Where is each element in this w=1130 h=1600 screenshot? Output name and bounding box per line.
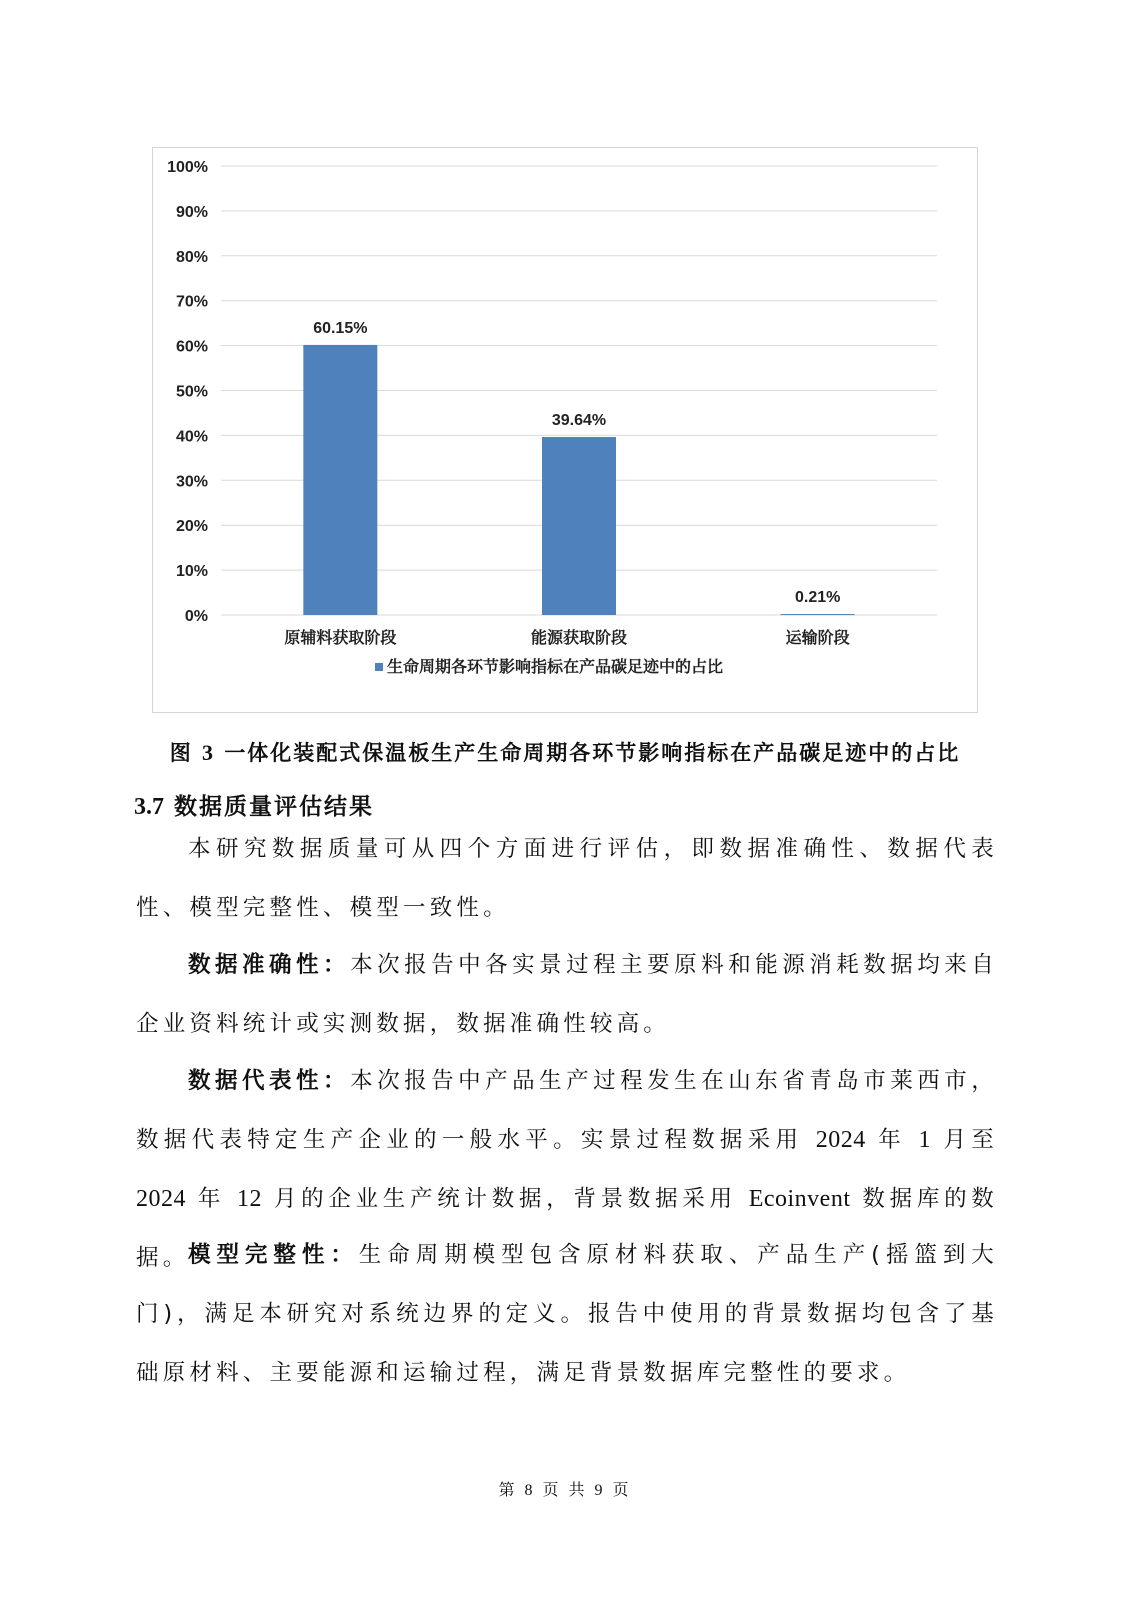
category-label: 原辅料获取阶段: [284, 628, 397, 647]
legend-label: 生命周期各环节影响指标在产品碳足迹中的占比: [387, 657, 724, 676]
category-label: 运输阶段: [785, 628, 850, 647]
end-month: 12: [237, 1186, 262, 1212]
caption-text: 一体化装配式保温板生产生命周期各环节影响指标在产品碳足迹中的占比: [224, 741, 961, 765]
completeness-label: 模型完整性：: [188, 1242, 359, 1268]
accuracy-text: 本次报告中各实景过程主要原料和能源消耗数据均来自企业资料统计或实测数据，数据准确性较高。: [136, 952, 998, 1037]
representativeness-text-d: 年: [186, 1186, 237, 1212]
data-label: 60.15%: [313, 319, 368, 337]
caption-prefix: 图: [169, 741, 193, 765]
chart-svg: [153, 148, 979, 714]
paragraph-accuracy: [136, 936, 998, 1054]
page-number: 第 8 页 共 9 页: [498, 1482, 632, 1499]
page-footer: [0, 1477, 1130, 1500]
y-tick-label: 90%: [175, 203, 208, 221]
representativeness-text-e: 月的企业生产统计数据，背景数据采用: [262, 1186, 749, 1212]
y-tick-label: 40%: [175, 428, 208, 446]
y-tick-label: 100%: [167, 159, 208, 176]
database-name: Ecoinvent: [748, 1186, 851, 1212]
paragraph-intro: [136, 820, 998, 938]
bar: [781, 614, 855, 615]
representativeness-text-c: 月至: [931, 1127, 998, 1153]
y-tick-label: 10%: [175, 563, 208, 581]
start-month: 1: [918, 1127, 932, 1153]
section-heading: [134, 788, 374, 821]
representativeness-text-a: 本次报告中产品生产过程发生在山东省青岛市莱西市，数据代表特定生产企业的一般水平。实景过程数据采用: [136, 1068, 998, 1153]
y-tick-label: 80%: [175, 248, 208, 266]
legend-swatch: [375, 663, 383, 671]
paragraph-intro-text: 本研究数据质量可从四个方面进行评估，即数据准确性、数据代表性、模型完整性、模型一致性。: [136, 836, 998, 921]
accuracy-label: 数据准确性：: [188, 952, 351, 978]
bar: [542, 437, 616, 615]
representativeness-text-f: 数据库的数据。: [136, 1186, 999, 1271]
bar: [303, 345, 377, 615]
representativeness-label: 数据代表性：: [188, 1068, 351, 1094]
y-tick-label: 20%: [175, 518, 208, 536]
figure-caption: [0, 737, 1130, 767]
data-label: 39.64%: [551, 412, 607, 430]
caption-number: 3: [202, 740, 215, 765]
y-tick-label: 30%: [175, 473, 208, 491]
section-number: 3.7: [134, 794, 164, 820]
y-tick-label: 70%: [175, 293, 208, 311]
paragraph-completeness: [136, 1226, 998, 1403]
representativeness-text-b: 年: [865, 1127, 919, 1153]
y-tick-label: 60%: [175, 338, 208, 356]
y-tick-label: 50%: [175, 383, 208, 401]
y-tick-label: 0%: [184, 608, 208, 625]
completeness-text: 生命周期模型包含原材料获取、产品生产(摇篮到大门)，满足本研究对系统边界的定义。报告中使用的背景数据均包含了基础原材料、主要能源和运输过程，满足背景数据库完整性的要求。: [136, 1242, 998, 1386]
start-year: 2024: [815, 1127, 866, 1153]
end-year: 2024: [136, 1186, 186, 1212]
category-label: 能源获取阶段: [530, 628, 628, 647]
section-title-text: 数据质量评估结果: [174, 794, 375, 820]
bar-chart: [152, 147, 978, 713]
data-label: 0.21%: [794, 589, 841, 607]
